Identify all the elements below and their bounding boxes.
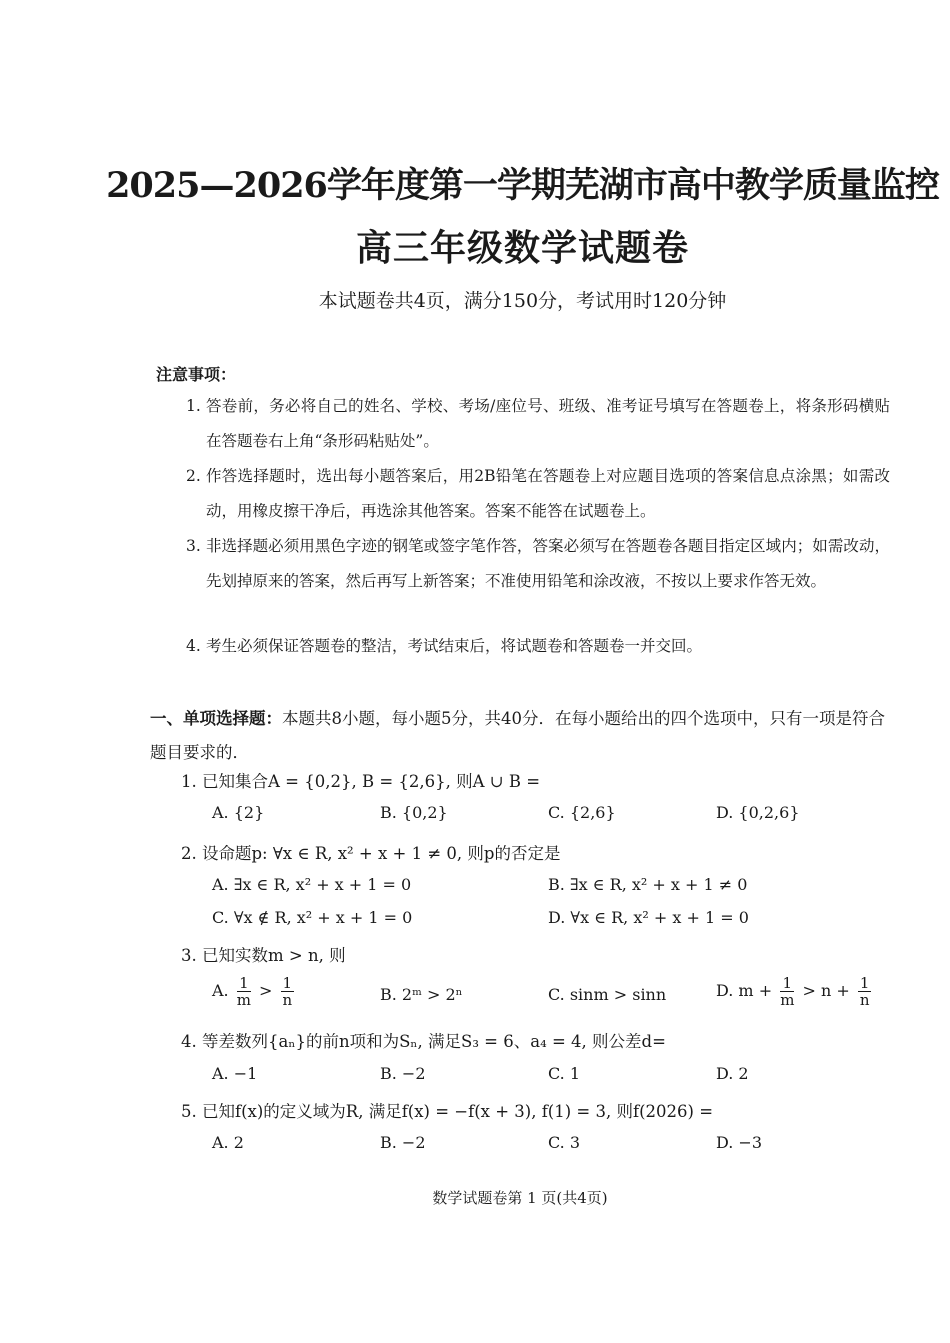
notice-item-text: 答卷前，务必将自己的姓名、学校、考场/座位号、班级、准考证号填写在答题卷上，将条形码横贴在答题卷右上角“条形码粘贴处”。 [206, 397, 890, 450]
notice-item-text: 考生必须保证答题卷的整洁，考试结束后，将试题卷和答题卷一并交回。 [206, 637, 703, 655]
exam-title: 2025—2026学年度第一学期芜湖市高中教学质量监控 [106, 165, 939, 206]
option-c: C. ∀x ∉ R, x² + x + 1 = 0 [212, 908, 413, 927]
question-stem: 2. 设命题p: ∀x ∈ R, x² + x + 1 ≠ 0, 则p的否定是 [181, 844, 561, 863]
option-label: A. [212, 981, 229, 1000]
section-heading [150, 702, 890, 770]
option-d: D. 2 [716, 1064, 749, 1083]
notice-item [186, 529, 890, 599]
option-b: B. 2ᵐ > 2ⁿ [380, 985, 463, 1004]
notice-item [186, 629, 890, 664]
question-stem: 3. 已知实数m > n, 则 [181, 946, 346, 965]
option-c: C. 1 [548, 1064, 581, 1083]
notice-item-number: 2. [186, 467, 201, 485]
fraction [237, 975, 251, 1008]
numerator: 1 [859, 974, 870, 992]
numerator: 1 [282, 974, 293, 992]
notice-item-number: 1. [186, 397, 201, 415]
option-b: B. −2 [380, 1064, 426, 1083]
denominator: m [236, 991, 251, 1009]
option-a: A. −1 [212, 1064, 258, 1083]
notice-item-text: 非选择题必须用黑色字迹的钢笔或签字笔作答，答案必须写在答题卷各题目指定区域内；如需改动，先划掉原来的答案，然后再写上新答案；不准使用铅笔和涂改液，不按以上要求作答无效。 [206, 537, 890, 590]
page-footer: 数学试题卷第 1 页(共4页) [432, 1189, 608, 1207]
option-a: A. {2} [212, 803, 265, 822]
fraction [780, 975, 794, 1008]
fraction [281, 975, 295, 1008]
fraction [858, 975, 872, 1008]
option-expression: D. m + [716, 981, 778, 1000]
option-b: B. {0,2} [380, 803, 448, 822]
operator: > [253, 981, 278, 1000]
option-d: D. {0,2,6} [716, 803, 800, 822]
option-d: D. ∀x ∈ R, x² + x + 1 = 0 [548, 908, 749, 927]
option-b: B. −2 [380, 1133, 426, 1152]
option-b: B. ∃x ∈ R, x² + x + 1 ≠ 0 [548, 875, 748, 894]
option-a [212, 975, 297, 1008]
notice-item [186, 389, 890, 459]
option-a: A. 2 [212, 1133, 244, 1152]
numerator: 1 [237, 975, 251, 992]
notice-item-number: 3. [186, 537, 201, 555]
option-d: D. −3 [716, 1133, 763, 1152]
option-c: C. sinm > sinn [548, 985, 667, 1004]
exam-subtitle: 本试题卷共4页，满分150分，考试用时120分钟 [318, 290, 727, 312]
question-stem: 1. 已知集合A = {0,2}, B = {2,6}, 则A ∪ B = [181, 772, 541, 791]
option-a: A. ∃x ∈ R, x² + x + 1 = 0 [212, 875, 412, 894]
option-c: C. {2,6} [548, 803, 616, 822]
exam-subject-title: 高三年级数学试题卷 [355, 227, 689, 269]
denominator: m [780, 991, 795, 1009]
notice-item [186, 459, 890, 529]
denominator: n [282, 991, 293, 1009]
option-c: C. 3 [548, 1133, 581, 1152]
notice-item-text: 作答选择题时，选出每小题答案后，用2B铅笔在答题卷上对应题目选项的答案信息点涂黑；如需改动，用橡皮擦干净后，再选涂其他答案。答案不能答在试题卷上。 [206, 467, 890, 520]
numerator: 1 [780, 975, 794, 992]
notice-heading: 注意事项： [156, 365, 237, 384]
notice-item-number: 4. [186, 637, 201, 655]
section-description: 本题共8小题，每小题5分，共40分．在每小题给出的四个选项中，只有一项是符合题目要求的． [150, 709, 885, 762]
option-expression: > n + [797, 981, 855, 1000]
denominator: n [859, 991, 870, 1009]
option-d [716, 975, 874, 1008]
question-stem: 5. 已知f(x)的定义域为R, 满足f(x) = −f(x + 3), f(1) = 3, 则f(2026) = [181, 1102, 714, 1121]
question-stem: 4. 等差数列{aₙ}的前n项和为Sₙ, 满足S₃ = 6、a₄ = 4, 则公差d= [181, 1032, 666, 1051]
section-label: 一、单项选择题： [150, 709, 282, 728]
